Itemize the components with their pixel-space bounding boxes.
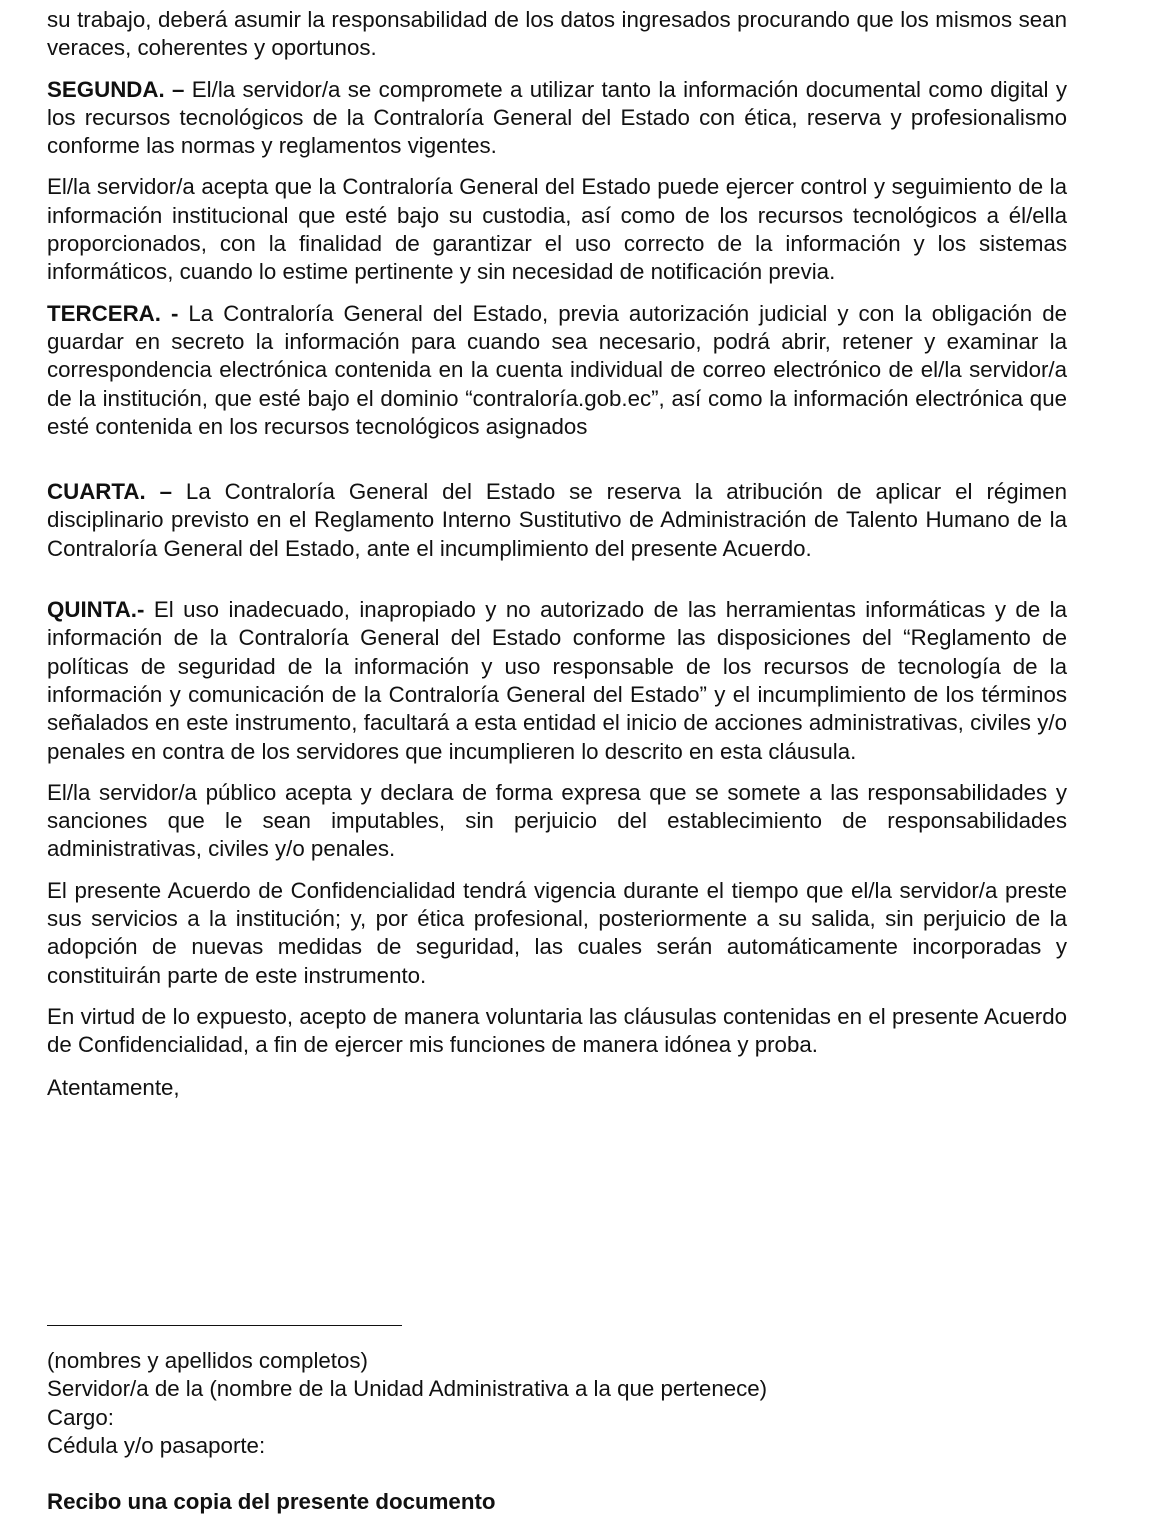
clause-cuarta-text: La Contraloría General del Estado se reserva la atribución de aplicar el régimen disciplinario previsto en el Reglamento Interno Sustitutivo de Administración de Talento Humano de la Contraloría General del Estado, ante el incumplimiento del presente Acuerdo. bbox=[47, 479, 1067, 561]
clause-tercera-text: La Contraloría General del Estado, previa autorización judicial y con la obligación de guardar en secreto la información para cuando sea necesario, podrá abrir, retener y examinar la correspondencia electrónica contenida en la cuenta individual de correo electrónico de el/la servidor/a de la institución, que esté bajo el dominio “contraloría.gob.ec”, así como la información electrónica que esté contenida en los recursos tecnológicos asignados bbox=[47, 300, 1068, 439]
signature-unit-line: Servidor/a de la (nombre de la Unidad Administrativa a la que pertenece) bbox=[47, 1376, 768, 1402]
intro-text: su trabajo, deberá asumir la responsabilidad de los datos ingresados procurando que los mismos sean veraces, coherentes y oportunos. bbox=[47, 7, 1067, 61]
clause-segunda-heading: SEGUNDA. – bbox=[47, 76, 185, 102]
validity-text: El presente Acuerdo de Confidencialidad tendrá vigencia durante el tiempo que el/la servidor/a preste sus servicios a la institución; y, por ética profesional, posteriormente a su salida, sin perjuicio de la adopción de nuevas medidas de seguridad, las cuales serán automáticamente incorporadas y constituirán parte de este instrumento. bbox=[47, 877, 1067, 988]
clause-segunda-text-2: El/la servidor/a acepta que la Contraloría General del Estado puede ejercer control y seguimiento de la información institucional que esté bajo su custodia, así como de los recursos tecnológicos a él/ella proporcionados, con la finalidad de garantizar el uso correcto de la información y los sistemas informáticos, cuando lo estime pertinente y sin necesidad de notificación previa. bbox=[47, 174, 1067, 285]
acceptance-text: En virtud de lo expuesto, acepto de manera voluntaria las cláusulas contenidas en el presente Acuerdo de Confidencialidad, a fin de ejercer mis funciones de manera idónea y proba. bbox=[47, 1003, 1067, 1058]
clause-segunda-text: El/la servidor/a se compromete a utilizar tanto la información documental como digital y los recursos tecnológicos de la Contraloría General del Estado con ética, reserva y profesionalismo conforme las normas y reglamentos vigentes. bbox=[47, 76, 1067, 159]
receipt-acknowledgement: Recibo una copia del presente documento bbox=[47, 1489, 496, 1514]
clause-cuarta bbox=[47, 478, 1067, 563]
signature-id-line: Cédula y/o pasaporte: bbox=[47, 1432, 266, 1458]
acceptance-paragraph bbox=[47, 1003, 1067, 1060]
clause-quinta-heading: QUINTA.- bbox=[47, 597, 145, 623]
clause-segunda bbox=[47, 76, 1067, 161]
document-body bbox=[47, 6, 1067, 1102]
clause-cuarta-heading: CUARTA. – bbox=[47, 479, 172, 505]
signature-position-line: Cargo: bbox=[47, 1404, 114, 1430]
clause-quinta bbox=[47, 596, 1067, 766]
responsibility-paragraph bbox=[47, 779, 1067, 864]
closing-salutation: Atentamente, bbox=[47, 1074, 180, 1100]
clause-tercera-heading: TERCERA. - bbox=[47, 300, 179, 326]
signature-block bbox=[47, 1347, 1067, 1460]
signature-line bbox=[47, 1325, 402, 1326]
clause-quinta-text: El uso inadecuado, inapropiado y no autorizado de las herramientas informáticas y de la información de la Contraloría General del Estado conforme las disposiciones del “Reglamento de políticas de seguridad de la información y uso responsable de los recursos de tecnología de la información y comunicación de la Contraloría General del Estado” y el incumplimiento de los términos señalados en este instrumento, facultará a esta entidad el inicio de acciones administrativas, civiles y/o penales en contra de los servidores que incumplieren lo descrito en esta cláusula. bbox=[47, 597, 1067, 764]
intro-paragraph bbox=[47, 6, 1067, 63]
validity-paragraph bbox=[47, 877, 1067, 990]
clause-tercera bbox=[47, 300, 1067, 441]
clause-segunda-paragraph-2 bbox=[47, 173, 1067, 286]
responsibility-text: El/la servidor/a público acepta y declara de forma expresa que se somete a las responsabilidades y sanciones que le sean imputables, sin perjuicio del establecimiento de responsabilidades administrativas, civiles y/o penales. bbox=[47, 779, 1067, 862]
signature-name-line: (nombres y apellidos completos) bbox=[47, 1348, 368, 1373]
